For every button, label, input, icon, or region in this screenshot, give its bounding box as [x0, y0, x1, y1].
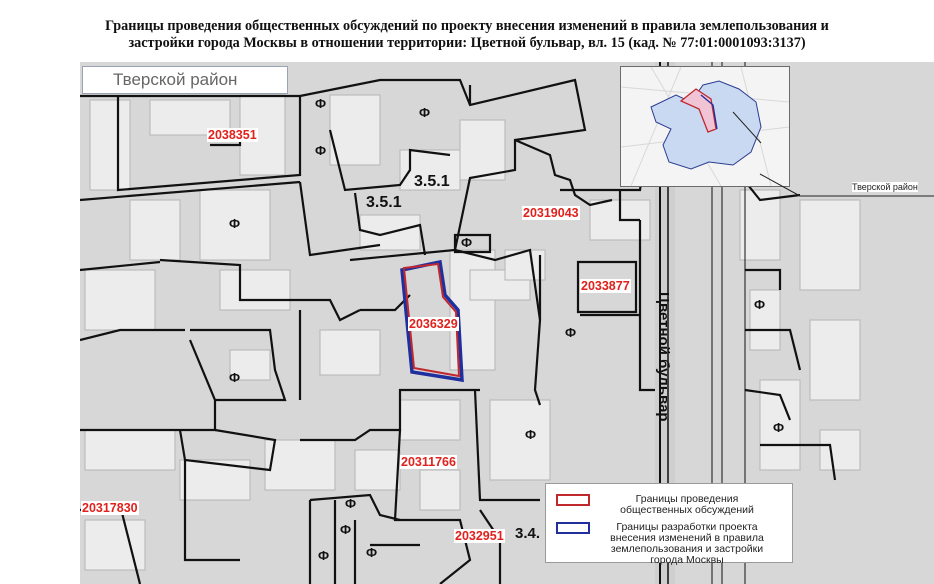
legend-swatch-red: [556, 494, 590, 506]
zone-marker-f: Ф: [340, 522, 352, 537]
map-title-line-2: застройки города Москвы в отношении территории: Цветной бульвар, вл. 15 (кад. № 77:01:0001093:3137): [128, 35, 806, 51]
parcel-number: 2032951: [455, 529, 504, 543]
zone-marker-f: Ф: [366, 545, 378, 560]
zone-marker-f: Ф: [754, 297, 766, 312]
legend-item-public-hearing: [556, 494, 772, 516]
zone-marker-f: Ф: [315, 143, 327, 158]
zone-marker-f: Ф: [525, 427, 537, 442]
legend-label: Границы проведения общественных обсуждений: [620, 493, 754, 516]
parcel-number: 2036329: [409, 317, 458, 331]
zone-marker-f: Ф: [773, 420, 785, 435]
zone-marker-f: Ф: [229, 370, 241, 385]
zone-marker-f: Ф: [461, 235, 473, 250]
zone-marker-f: Ф: [345, 496, 357, 511]
legend: [545, 483, 793, 566]
zone-code: 3.5.1: [366, 194, 402, 211]
map-title-line-1: Границы проведения общественных обсуждений по проекту внесения изменений в правила землепользования и: [105, 18, 829, 34]
zone-marker-f: Ф: [318, 548, 330, 563]
parcel-number: 20319043: [523, 206, 579, 220]
inset-label: Тверской район: [852, 182, 918, 192]
parcel-number: 2033877: [581, 279, 630, 293]
legend-label: Границы разработки проекта внесения изменений в правила землепользования и застройки города Москвы: [610, 521, 764, 566]
zone-code: 3.5.1: [414, 173, 450, 190]
zone-code: 3.4.: [515, 525, 541, 542]
zone-marker-f: Ф: [229, 216, 241, 231]
zone-marker-f: Ф: [315, 96, 327, 111]
parcel-number: 20317830: [82, 501, 138, 515]
zone-marker-f: Ф: [565, 325, 577, 340]
district-tag: Тверской район: [82, 66, 288, 94]
legend-item-project: [556, 522, 772, 566]
legend-swatch-blue: [556, 522, 590, 534]
street-label: Цветной бульвар: [655, 292, 672, 422]
parcel-number: 20311766: [401, 455, 456, 469]
zone-marker-f: Ф: [419, 105, 431, 120]
parcel-number: 2038351: [208, 128, 257, 142]
